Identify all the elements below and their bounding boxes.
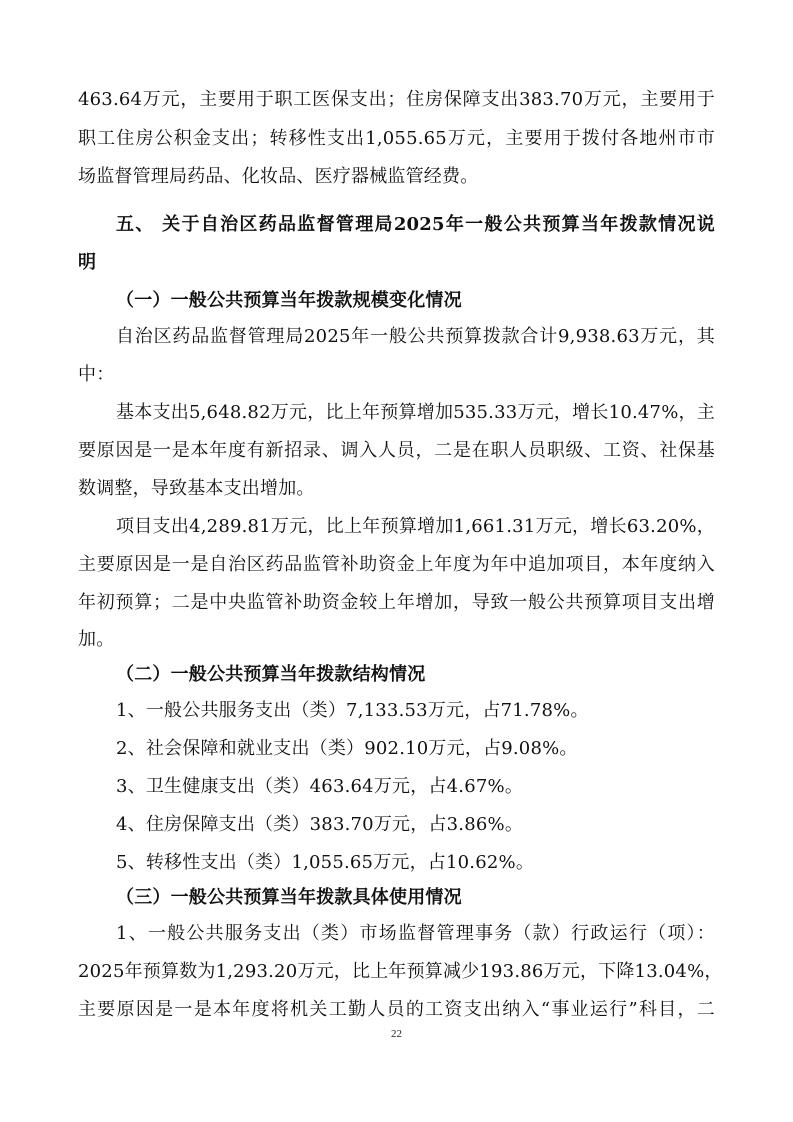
paragraph-line: 主要原因是一是自治区药品监管补助资金上年度为年中追加项目，本年度纳入 — [78, 554, 715, 575]
paragraph-line: 数调整，导致基本支出增加。 — [78, 478, 315, 499]
subsection-heading: （三）一般公共预算当年拨款具体使用情况 — [116, 887, 462, 908]
section-heading-continued: 明 — [78, 252, 97, 273]
paragraph-line: 要原因是一是本年度有新招录、调入人员，二是在职人员职级、工资、社保基 — [78, 440, 715, 461]
section-heading: 五、 关于自治区药品监督管理局2025年一般公共预算当年拨款情况说 — [116, 214, 715, 235]
paragraph-line: 职工住房公积金支出；转移性支出1,055.65万元，主要用于拨付各地州市市 — [78, 128, 715, 149]
paragraph-line: 中： — [78, 364, 115, 385]
page-number: 22 — [391, 1028, 402, 1040]
paragraph-line: 基本支出5,648.82万元，比上年预算增加535.33万元，增长10.47%，主 — [116, 402, 715, 423]
list-item: 4、住房保障支出（类）383.70万元，占3.86%。 — [116, 814, 524, 835]
list-item: 2、社会保障和就业支出（类）902.10万元，占9.08%。 — [116, 738, 578, 759]
paragraph-line: 463.64万元，主要用于职工医保支出；住房保障支出383.70万元，主要用于 — [78, 89, 715, 110]
paragraph-line: 自治区药品监督管理局2025年一般公共预算拨款合计9,938.63万元，其 — [116, 326, 715, 347]
paragraph-line: 项目支出4,289.81万元，比上年预算增加1,661.31万元，增长63.20%， — [116, 516, 715, 537]
paragraph-line: 1、一般公共服务支出（类）市场监督管理事务（款）行政运行（项）： — [116, 923, 715, 944]
list-item: 3、卫生健康支出（类）463.64万元，占4.67%。 — [116, 776, 524, 797]
paragraph-line: 加。 — [78, 629, 115, 650]
paragraph-line: 年初预算；二是中央监管补助资金较上年增加，导致一般公共预算项目支出增 — [78, 592, 715, 613]
paragraph-line: 场监督管理局药品、化妆品、医疗器械监管经费。 — [78, 166, 479, 187]
paragraph-line: 主要原因是一是本年度将机关工勤人员的工资支出纳入“事业运行”科目，二 — [78, 999, 715, 1020]
list-item: 1、一般公共服务支出（类）7,133.53万元，占71.78%。 — [116, 700, 589, 721]
paragraph-line: 2025年预算数为1,293.20万元，比上年预算减少193.86万元，下降13.04%， — [78, 961, 723, 982]
list-item: 5、转移性支出（类）1,055.65万元，占10.62%。 — [116, 852, 535, 873]
subsection-heading: （一）一般公共预算当年拨款规模变化情况 — [116, 290, 462, 311]
subsection-heading: （二）一般公共预算当年拨款结构情况 — [116, 664, 426, 685]
